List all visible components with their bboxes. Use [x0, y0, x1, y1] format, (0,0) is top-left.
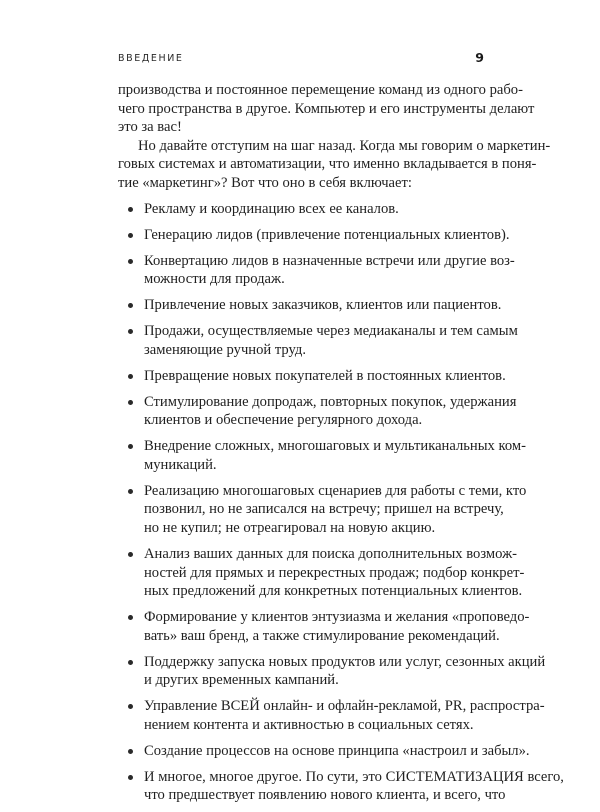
text-line: Управление ВСЕЙ онлайн- и офлайн-рекламой, PR, распростра- — [144, 698, 545, 715]
running-head: ВВЕДЕНИЕ — [118, 53, 184, 64]
text-line: производства и постоянное перемещение команд из одного рабо- — [118, 82, 523, 98]
text-line: позвонил, но не записался на встречу; пришел на встречу, — [144, 501, 504, 518]
bullet-icon — [128, 704, 133, 709]
text-line: Создание процессов на основе принципа «настроил и забыл». — [144, 742, 530, 759]
bullet-icon — [128, 400, 133, 405]
text-line: но не купил; не отреагировал на новую акцию. — [144, 520, 436, 536]
bullet-icon — [128, 329, 133, 334]
text-line: Но давайте отступим на шаг назад. Когда мы говорим о маркетин- — [138, 137, 551, 154]
text-line: Рекламу и координацию всех ее каналов. — [144, 200, 399, 217]
text-line: Конвертацию лидов в назначенные встречи или другие воз- — [144, 252, 515, 269]
text-line: Превращение новых покупателей в постоянных клиентов. — [144, 367, 506, 384]
paragraph — [118, 81, 535, 137]
list-item — [118, 545, 525, 601]
bullet-icon — [128, 233, 133, 238]
bullet-icon — [128, 207, 133, 212]
list-item — [118, 768, 564, 805]
list-item — [118, 296, 502, 315]
text-line: нением контента и активностью в социальных сетях. — [144, 716, 474, 733]
text-line: вать» ваш бренд, а также стимулирование рекомендаций. — [144, 627, 500, 644]
list-item — [118, 367, 506, 386]
text-line: Генерацию лидов (привлечение потенциальных клиентов). — [144, 226, 510, 243]
list-item — [118, 653, 546, 690]
text-line: Внедрение сложных, многошаговых и мультиканальных ком- — [144, 438, 526, 455]
text-line: ных предложений для конкретных потенциальных клиентов. — [144, 583, 523, 600]
list-item — [118, 437, 526, 474]
text-line: ностей для прямых и перекрестных продаж; подбор конкрет- — [144, 564, 525, 581]
text-line: говых системах и автоматизации, что именно вкладывается в поня- — [118, 156, 537, 173]
text-line: муникаций. — [144, 456, 217, 473]
bullet-icon — [128, 259, 133, 264]
bullet-list — [118, 200, 564, 806]
text-line: чего пространства в другое. Компьютер и его инструменты делают — [118, 100, 535, 117]
list-item — [118, 742, 530, 761]
paragraph — [118, 137, 551, 193]
text-line: можности для продаж. — [144, 271, 285, 288]
text-line: тие «маркетинг»? Вот что оно в себя включает: — [118, 174, 412, 191]
text-line: Стимулирование допродаж, повторных покупок, удержания — [144, 393, 517, 410]
text-line: что предшествует появлению нового клиента, и всего, что — [144, 787, 506, 804]
list-item — [118, 482, 527, 538]
bullet-icon — [128, 374, 133, 379]
bullet-icon — [128, 660, 133, 665]
bullet-icon — [128, 615, 133, 620]
list-item — [118, 226, 510, 245]
text-line: Привлечение новых заказчиков, клиентов или пациентов. — [144, 297, 502, 314]
list-item — [118, 393, 517, 430]
list-item — [118, 608, 530, 645]
text-line: И многое, многое другое. По сути, это СИСТЕМАТИЗАЦИЯ всего, — [144, 768, 564, 785]
bullet-icon — [128, 552, 133, 557]
text-line: Анализ ваших данных для поиска дополнительных возмож- — [144, 545, 518, 562]
bullet-icon — [128, 489, 133, 494]
text-line: Формирование у клиентов энтузиазма и желания «проповедо- — [144, 609, 530, 626]
bullet-icon — [128, 775, 133, 780]
text-line: Продажи, осуществляемые через медиаканалы и тем самым — [144, 323, 518, 340]
text-line: и других временных кампаний. — [144, 672, 339, 689]
body-text — [118, 81, 564, 812]
list-item — [118, 697, 545, 734]
text-line: это за вас! — [118, 119, 182, 136]
list-item — [118, 200, 484, 219]
page-number: 9 — [475, 50, 484, 65]
text-line: заменяющие ручной труд. — [144, 341, 306, 358]
list-item — [118, 322, 518, 359]
text-line: клиентов и обеспечение регулярного дохода. — [144, 412, 423, 429]
text-line: Реализацию многошаговых сценариев для работы с теми, кто — [144, 482, 527, 499]
bullet-icon — [128, 444, 133, 449]
bullet-icon — [128, 303, 133, 308]
text-line: Поддержку запуска новых продуктов или услуг, сезонных акций — [144, 653, 546, 670]
list-item — [118, 252, 515, 289]
